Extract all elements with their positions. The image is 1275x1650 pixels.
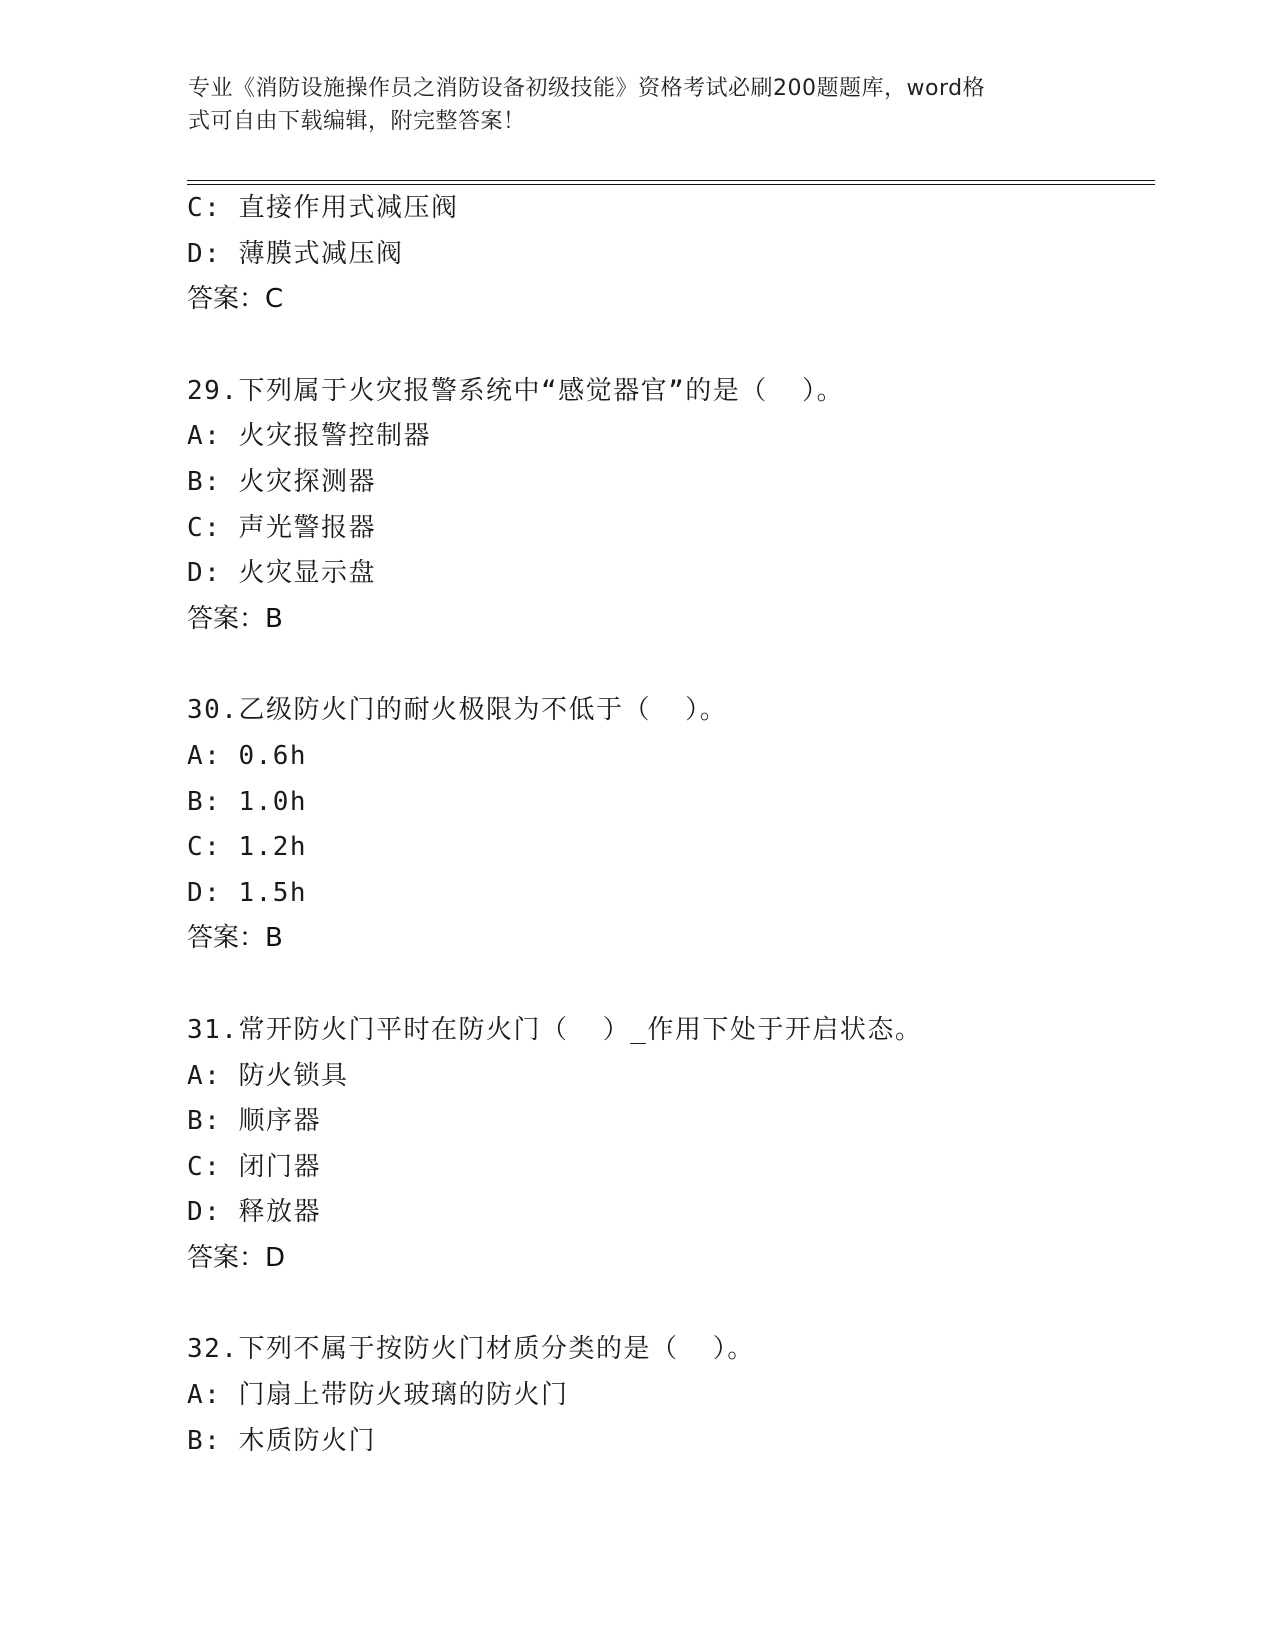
question-list: [187, 186, 1147, 1464]
header-rule-bottom: [187, 184, 1155, 185]
option-b: B: 顺序器: [187, 1106, 321, 1137]
header-rule-top: [187, 180, 1155, 181]
option-c: C: 1.2h: [187, 832, 308, 863]
spacer: [187, 642, 1147, 688]
page-header: [188, 72, 1068, 138]
spacer: [187, 323, 1147, 369]
option-c: C: 直接作用式减压阀: [187, 193, 459, 223]
option-d: D: 释放器: [187, 1197, 321, 1228]
option-c: C: 闭门器: [187, 1151, 321, 1182]
option-a: A: 门扇上带防火玻璃的防火门: [187, 1380, 569, 1411]
option-d: D: 1.5h: [187, 877, 308, 908]
spacer: [187, 962, 1147, 1008]
question-29: [187, 369, 1147, 643]
spacer: [187, 1281, 1147, 1327]
question-32: [187, 1327, 1147, 1464]
option-d: D: 薄膜式减压阀: [187, 238, 404, 269]
question-stem: 32.下列不属于按防火门材质分类的是（ ）。: [187, 1334, 755, 1365]
answer-line: 答案：D: [187, 1242, 286, 1273]
option-b: B: 火灾探测器: [187, 466, 376, 497]
answer-line: 答案：C: [187, 284, 284, 315]
header-line-1: 专业《消防设施操作员之消防设备初级技能》资格考试必刷200题题库，word格: [188, 76, 986, 101]
option-d: D: 火灾显示盘: [187, 558, 376, 589]
option-b: B: 木质防火门: [187, 1425, 376, 1456]
carry-over-question: [187, 186, 1147, 323]
question-30: [187, 688, 1147, 962]
answer-line: 答案：B: [187, 603, 283, 634]
question-stem: 29.下列属于火灾报警系统中“感觉器官”的是（ ）。: [187, 375, 845, 406]
option-a: A: 火灾报警控制器: [187, 421, 431, 452]
option-b: B: 1.0h: [187, 786, 308, 817]
option-a: A: 防火锁具: [187, 1060, 349, 1091]
question-31: [187, 1008, 1147, 1282]
question-stem: 31.常开防火门平时在防火门（ ）_作用下处于开启状态。: [187, 1014, 923, 1045]
header-line-2: 式可自由下载编辑，附完整答案！: [188, 109, 526, 134]
option-c: C: 声光警报器: [187, 512, 376, 543]
option-a: A: 0.6h: [187, 740, 308, 771]
question-stem: 30.乙级防火门的耐火极限为不低于（ ）。: [187, 695, 728, 726]
answer-line: 答案：B: [187, 923, 283, 954]
